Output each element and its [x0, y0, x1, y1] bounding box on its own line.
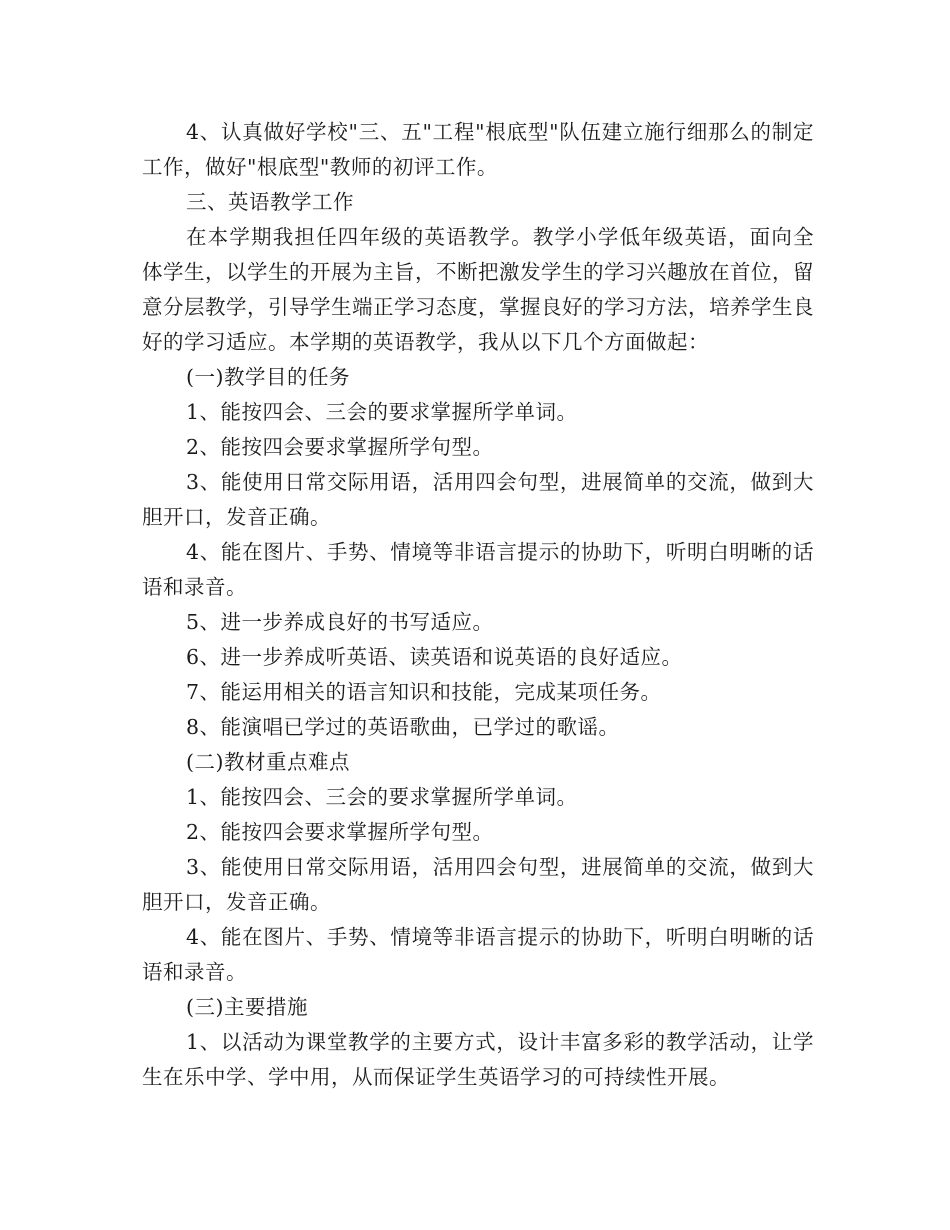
goal-item-5: 5、进一步养成良好的书写适应。	[186, 610, 494, 634]
goal-item-1: 1、能按四会、三会的要求掌握所学单词。	[186, 400, 578, 424]
document-body	[142, 115, 814, 1095]
goal-item-7: 7、能运用相关的语言知识和技能，完成某项任务。	[186, 680, 662, 704]
paragraph-english-intro: 在本学期我担任四年级的英语教学。教学小学低年级英语，面向全体学生，以学生的开展为主旨，不断把激发学生的学习兴趣放在首位，留意分层教学，引导学生端正学习态度，掌握良好的学习方法，培养学生良好的学习适应。本学期的英语教学，我从以下几个方面做起：	[142, 225, 814, 354]
subheading-main-measures: (三)主要措施	[186, 995, 308, 1019]
subheading-teaching-goals: (一)教学目的任务	[186, 365, 350, 389]
key-point-item-2: 2、能按四会要求掌握所学句型。	[186, 820, 494, 844]
goal-item-8: 8、能演唱已学过的英语歌曲，已学过的歌谣。	[186, 715, 620, 739]
section-heading-english-teaching: 三、英语教学工作	[186, 190, 354, 214]
goal-item-4: 4、能在图片、手势、情境等非语言提示的协助下，听明白明晰的话语和录音。	[142, 540, 814, 599]
subheading-key-points: (二)教材重点难点	[186, 750, 350, 774]
key-point-item-3: 3、能使用日常交际用语，活用四会句型，进展简单的交流，做到大胆开口，发音正确。	[142, 855, 814, 914]
key-point-item-4: 4、能在图片、手势、情境等非语言提示的协助下，听明白明晰的话语和录音。	[142, 925, 814, 984]
goal-item-6: 6、进一步养成听英语、读英语和说英语的良好适应。	[186, 645, 683, 669]
goal-item-2: 2、能按四会要求掌握所学句型。	[186, 435, 494, 459]
measure-item-1: 1、以活动为课堂教学的主要方式，设计丰富多彩的教学活动，让学生在乐中学、学中用，从而保证学生英语学习的可持续性开展。	[142, 1030, 814, 1089]
goal-item-3: 3、能使用日常交际用语，活用四会句型，进展简单的交流，做到大胆开口，发音正确。	[142, 470, 814, 529]
key-point-item-1: 1、能按四会、三会的要求掌握所学单词。	[186, 785, 578, 809]
paragraph-item-4-plan: 4、认真做好学校"三、五"工程"根底型"队伍建立施行细那么的制定工作，做好"根底型"教师的初评工作。	[142, 120, 814, 179]
